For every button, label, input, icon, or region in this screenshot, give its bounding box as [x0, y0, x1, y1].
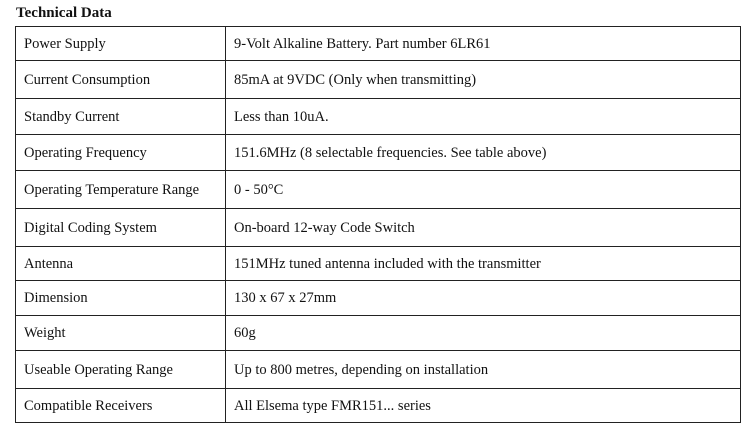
table-row	[16, 171, 741, 209]
spec-label: Power Supply	[16, 27, 226, 61]
table-row	[16, 135, 741, 171]
spec-label: Antenna	[16, 247, 226, 281]
spec-value: 151.6MHz (8 selectable frequencies. See table above)	[226, 135, 741, 171]
technical-data-table	[15, 26, 741, 423]
spec-value: Up to 800 metres, depending on installation	[226, 351, 741, 389]
spec-value: 60g	[226, 316, 741, 351]
spec-label: Weight	[16, 316, 226, 351]
table-row	[16, 351, 741, 389]
table-row	[16, 316, 741, 351]
spec-value: On-board 12-way Code Switch	[226, 209, 741, 247]
table-row	[16, 247, 741, 281]
spec-label: Dimension	[16, 281, 226, 316]
spec-value: 0 - 50°C	[226, 171, 741, 209]
section-title: Technical Data	[16, 5, 112, 21]
spec-label: Current Consumption	[16, 61, 226, 99]
spec-value: Less than 10uA.	[226, 99, 741, 135]
spec-value: All Elsema type FMR151... series	[226, 389, 741, 423]
spec-value: 9-Volt Alkaline Battery. Part number 6LR61	[226, 27, 741, 61]
spec-label: Compatible Receivers	[16, 389, 226, 423]
spec-value: 85mA at 9VDC (Only when transmitting)	[226, 61, 741, 99]
spec-label: Useable Operating Range	[16, 351, 226, 389]
table-row	[16, 61, 741, 99]
spec-value: 130 x 67 x 27mm	[226, 281, 741, 316]
table-row	[16, 389, 741, 423]
spec-value: 151MHz tuned antenna included with the transmitter	[226, 247, 741, 281]
table-row	[16, 27, 741, 61]
spec-label: Operating Temperature Range	[16, 171, 226, 209]
spec-label: Digital Coding System	[16, 209, 226, 247]
spec-label: Standby Current	[16, 99, 226, 135]
spec-label: Operating Frequency	[16, 135, 226, 171]
table-row	[16, 209, 741, 247]
table-row	[16, 281, 741, 316]
table-row	[16, 99, 741, 135]
